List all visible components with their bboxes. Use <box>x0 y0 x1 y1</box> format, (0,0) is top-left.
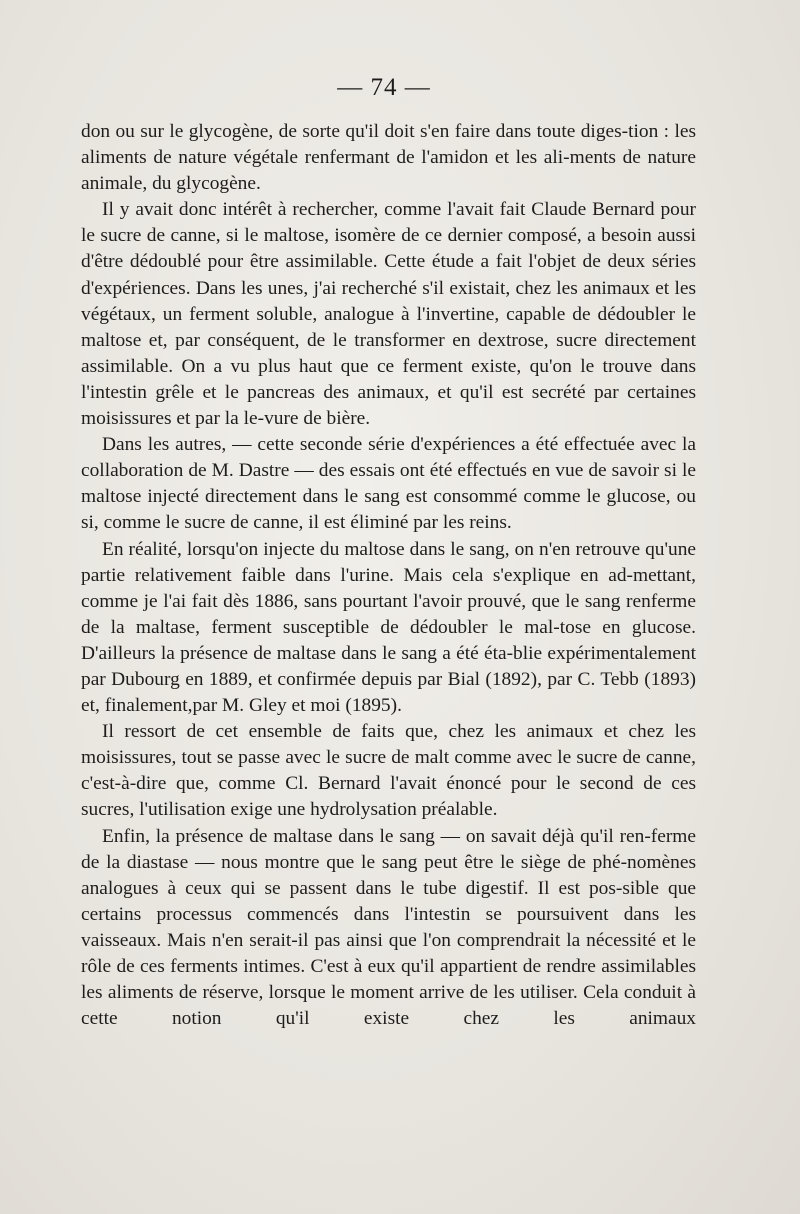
paragraph-4: En réalité, lorsqu'on injecte du maltose dans le sang, on n'en retrouve qu'une partie relativement faible dans l'urine. Mais cela s'explique en ad-mettant, comme je l'ai fait dès 1886, sans pourtant l'avoir prouvé, que le sang renferme de la maltase, ferment susceptible de dédoubler le mal-tose en glucose. D'ailleurs la présence de maltase dans le sang a été éta-blie expérimentalement par Dubourg en 1889, et confirmée depuis par Bial (1892), par C. Tebb (1893) et, finalement,par M. Gley et moi (1895). <box>81 538 696 717</box>
paragraph-3: Dans les autres, — cette seconde série d'expériences a été effectuée avec la collaboration de M. Dastre — des essais ont été effectués en vue de savoir si le maltose injecté directement dans le sang est consommé comme le glucose, ou si, comme le sucre de canne, il est éliminé par les reins. <box>81 434 696 534</box>
body-text <box>81 119 696 1032</box>
paragraph-1: don ou sur le glycogène, de sorte qu'il doit s'en faire dans toute diges-tion : les aliments de nature végétale renfermant de l'amidon et les ali-ments de nature animale, du glycogène. <box>81 121 696 195</box>
paragraph-2: Il y avait donc intérêt à rechercher, comme l'avait fait Claude Bernard pour le sucre de canne, si le maltose, isomère de ce dernier composé, a besoin aussi d'être dédoublé pour être assimilable. Cette étude a fait l'objet de deux séries d'expériences. Dans les unes, j'ai recherché s'il existait, chez les animaux et les végétaux, un ferment soluble, analogue à l'invertine, capable de dédoubler le maltose et, par conséquent, de le transformer en dextrose, sucre directement assimilable. On a vu plus haut que ce ferment existe, qu'on le trouve dans l'intestin grêle et le pancreas des animaux, et qu'il est secrété par certaines moisissures et par la le-vure de bière. <box>81 199 696 430</box>
paragraph-5: Il ressort de cet ensemble de faits que, chez les animaux et chez les moisissures, tout se passe avec le sucre de malt comme avec le sucre de canne, c'est-à-dire que, comme Cl. Bernard l'avait énoncé pour le second de ces sucres, l'utilisation exige une hydrolysation préalable. <box>81 721 696 821</box>
paragraph-6: Enfin, la présence de maltase dans le sang — on savait déjà qu'il ren-ferme de la diastase — nous montre que le sang peut être le siège de phé-nomènes analogues à ceux qui se passent dans le tube digestif. Il est pos-sible que certains processus commencés dans l'intestin se poursuivent dans les vaisseaux. Mais n'en serait-il pas ainsi que l'on comprendrait la nécessité et le rôle de ces ferments intimes. C'est à eux qu'il appartient de rendre assimilables les aliments de réserve, lorsque le moment arrive de les utiliser. Cela conduit à cette notion qu'il existe chez les animaux <box>81 825 696 1030</box>
page-number: — 74 — <box>337 74 431 101</box>
